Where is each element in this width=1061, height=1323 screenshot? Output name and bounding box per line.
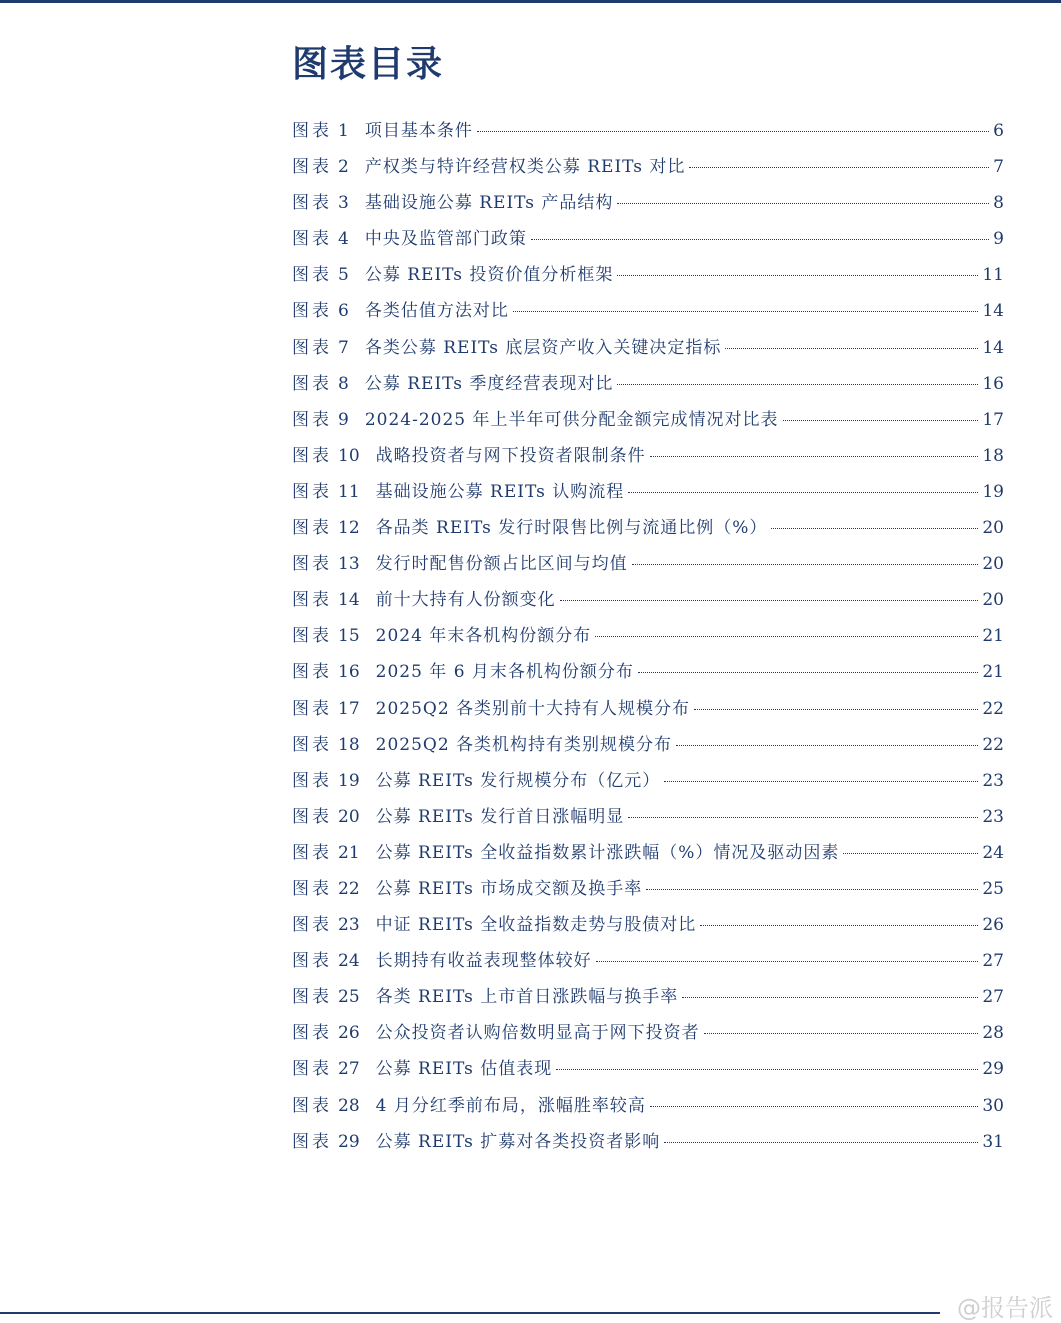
- toc-entry-label: 图表: [292, 1131, 332, 1152]
- toc-entry-label: 图表: [292, 734, 332, 755]
- toc-entry-title: 公募 REITs 发行首日涨幅明显: [375, 806, 625, 827]
- toc-entry-page: 25: [982, 878, 1004, 899]
- toc-entry-label: 图表: [292, 337, 332, 358]
- toc-leader-dots: [513, 311, 979, 312]
- toc-leader-dots: [689, 167, 989, 168]
- toc-entry-number: 16: [338, 662, 360, 683]
- toc-leader-dots: [682, 997, 978, 998]
- toc-entry-number: 6: [338, 301, 349, 322]
- toc-entry-number: 11: [338, 481, 360, 502]
- bottom-rule: [0, 1312, 940, 1314]
- toc-entry-title: 基础设施公募 REITs 认购流程: [375, 481, 625, 502]
- toc-entry-title: 各类公募 REITs 底层资产收入关键决定指标: [364, 337, 722, 358]
- toc-entry-title: 长期持有收益表现整体较好: [375, 951, 592, 972]
- toc-entry-label: 图表: [292, 590, 332, 611]
- toc-entry-title: 4 月分红季前布局，涨幅胜率较高: [375, 1095, 646, 1116]
- toc-entry-label: 图表: [292, 301, 332, 322]
- toc-entry[interactable]: [292, 224, 1004, 260]
- toc-entry-title: 2025Q2 各类机构持有类别规模分布: [375, 734, 673, 755]
- toc-entry[interactable]: [292, 585, 1004, 621]
- toc-leader-dots: [783, 420, 979, 421]
- toc-leader-dots: [694, 709, 978, 710]
- toc-entry-title: 战略投资者与网下投资者限制条件: [375, 445, 646, 466]
- toc-entry-title: 公募 REITs 扩募对各类投资者影响: [375, 1131, 661, 1152]
- toc-leader-dots: [628, 492, 978, 493]
- toc-entry[interactable]: [292, 1054, 1004, 1090]
- toc-leader-dots: [617, 275, 978, 276]
- toc-entry-page: 17: [982, 409, 1004, 430]
- toc-entry-number: 10: [338, 445, 360, 466]
- toc-entry-title: 公募 REITs 发行规模分布（亿元）: [375, 770, 661, 791]
- toc-entry[interactable]: [292, 730, 1004, 766]
- toc-entry[interactable]: [292, 982, 1004, 1018]
- toc-entry[interactable]: [292, 369, 1004, 405]
- toc-leader-dots: [676, 745, 978, 746]
- toc-entry-page: 9: [993, 229, 1004, 250]
- toc-entry-title: 各类 REITs 上市首日涨跌幅与换手率: [375, 987, 679, 1008]
- toc-leader-dots: [596, 961, 979, 962]
- toc-entry-page: 24: [982, 842, 1004, 863]
- toc-entry-page: 20: [982, 554, 1004, 575]
- toc-entry-page: 22: [982, 734, 1004, 755]
- toc-entry-number: 22: [338, 878, 360, 899]
- toc-entry-label: 图表: [292, 1059, 332, 1080]
- toc-entry-number: 18: [338, 734, 360, 755]
- toc-entry-title: 各类估值方法对比: [364, 301, 509, 322]
- toc-entry-number: 27: [338, 1059, 360, 1080]
- toc-entry-page: 29: [982, 1059, 1004, 1080]
- toc-entry[interactable]: [292, 874, 1004, 910]
- toc-entry-label: 图表: [292, 409, 332, 430]
- toc-leader-dots: [664, 1142, 978, 1143]
- toc-entry-page: 31: [982, 1131, 1004, 1152]
- toc-entry-page: 21: [982, 662, 1004, 683]
- toc-entry-page: 18: [982, 445, 1004, 466]
- toc-entry-number: 13: [338, 554, 360, 575]
- page-title: 图表目录: [292, 44, 445, 85]
- toc-leader-dots: [664, 781, 978, 782]
- toc-entry-label: 图表: [292, 157, 332, 178]
- toc-entry-label: 图表: [292, 193, 332, 214]
- toc-entry-label: 图表: [292, 878, 332, 899]
- toc-entry-label: 图表: [292, 662, 332, 683]
- toc-leader-dots: [638, 672, 978, 673]
- toc-leader-dots: [700, 925, 978, 926]
- toc-entry-number: 12: [338, 518, 360, 539]
- toc-leader-dots: [560, 600, 979, 601]
- toc-entry-page: 16: [982, 373, 1004, 394]
- toc-entry-number: 1: [338, 121, 349, 141]
- toc-entry-number: 7: [338, 337, 349, 358]
- toc-entry-number: 25: [338, 987, 360, 1008]
- toc-entry[interactable]: [292, 1127, 1004, 1163]
- toc-entry[interactable]: [292, 621, 1004, 657]
- watermark: @报告派: [957, 1294, 1053, 1322]
- toc-entry[interactable]: [292, 296, 1004, 332]
- toc-entry-title: 2024-2025 年上半年可供分配金额完成情况对比表: [364, 409, 779, 430]
- top-rule: [0, 0, 1061, 3]
- toc-entry-page: 27: [982, 951, 1004, 972]
- toc-entry-page: 14: [982, 337, 1004, 358]
- toc-entry-title: 中央及监管部门政策: [364, 229, 527, 250]
- toc-entry-title: 2025Q2 各类别前十大持有人规模分布: [375, 698, 691, 719]
- toc-leader-dots: [843, 853, 978, 854]
- toc-entry-number: 14: [338, 590, 360, 611]
- toc-entry-page: 28: [982, 1023, 1004, 1044]
- toc-entry-page: 21: [982, 626, 1004, 647]
- toc-leader-dots: [650, 456, 979, 457]
- toc-entry-number: 9: [338, 409, 349, 430]
- toc-entry-number: 8: [338, 373, 349, 394]
- toc-entry-label: 图表: [292, 229, 332, 250]
- toc-entry-title: 基础设施公募 REITs 产品结构: [364, 193, 614, 214]
- toc-leader-dots: [556, 1069, 978, 1070]
- toc-leader-dots: [477, 131, 989, 132]
- toc-entry-page: 8: [993, 193, 1004, 214]
- toc-leader-dots: [646, 889, 978, 890]
- toc-entry-title: 中证 REITs 全收益指数走势与股债对比: [375, 915, 697, 936]
- toc-entry-title: 公募 REITs 投资价值分析框架: [364, 265, 614, 286]
- toc-entry-title: 公募 REITs 市场成交额及换手率: [375, 878, 643, 899]
- toc-entry-number: 24: [338, 951, 360, 972]
- toc-entry[interactable]: [292, 766, 1004, 802]
- toc-leader-dots: [531, 239, 989, 240]
- toc-entry[interactable]: [292, 152, 1004, 188]
- toc-entry-page: 14: [982, 301, 1004, 322]
- toc-entry[interactable]: [292, 946, 1004, 982]
- toc-entry-number: 23: [338, 915, 360, 936]
- toc-entry-title: 项目基本条件: [364, 121, 473, 141]
- toc-entry-number: 29: [338, 1131, 360, 1152]
- toc-entry-label: 图表: [292, 518, 332, 539]
- toc-leader-dots: [632, 564, 979, 565]
- toc-entry-label: 图表: [292, 373, 332, 394]
- toc-entry[interactable]: [292, 477, 1004, 513]
- toc-entry-title: 公募 REITs 估值表现: [375, 1059, 553, 1080]
- toc-entry-number: 20: [338, 806, 360, 827]
- toc-entry-page: 11: [982, 265, 1004, 286]
- toc-entry-title: 公募 REITs 全收益指数累计涨跌幅（%）情况及驱动因素: [375, 842, 840, 863]
- toc-entry-label: 图表: [292, 445, 332, 466]
- toc-entry-page: 23: [982, 806, 1004, 827]
- toc-entry-number: 2: [338, 157, 349, 178]
- toc-list: [292, 116, 1004, 1163]
- toc-leader-dots: [704, 1033, 979, 1034]
- toc-entry-title: 2025 年 6 月末各机构份额分布: [375, 662, 634, 683]
- toc-leader-dots: [725, 348, 978, 349]
- toc-entry-number: 15: [338, 626, 360, 647]
- toc-entry-title: 前十大持有人份额变化: [375, 590, 556, 611]
- toc-entry-title: 2024 年末各机构份额分布: [375, 626, 592, 647]
- toc-entry-label: 图表: [292, 842, 332, 863]
- toc-entry-label: 图表: [292, 1023, 332, 1044]
- toc-entry-page: 27: [982, 987, 1004, 1008]
- toc-entry[interactable]: [292, 260, 1004, 296]
- toc-entry-label: 图表: [292, 698, 332, 719]
- toc-entry-label: 图表: [292, 481, 332, 502]
- toc-entry[interactable]: [292, 549, 1004, 585]
- toc-entry-title: 公募 REITs 季度经营表现对比: [364, 373, 614, 394]
- toc-entry[interactable]: [292, 116, 1004, 152]
- toc-entry-number: 28: [338, 1095, 360, 1116]
- toc-entry-label: 图表: [292, 770, 332, 791]
- toc-entry[interactable]: [292, 910, 1004, 946]
- toc-entry-page: 23: [982, 770, 1004, 791]
- toc-entry-page: 22: [982, 698, 1004, 719]
- toc-entry-label: 图表: [292, 951, 332, 972]
- toc-entry[interactable]: [292, 441, 1004, 477]
- toc-entry-label: 图表: [292, 1095, 332, 1116]
- toc-leader-dots: [595, 636, 978, 637]
- toc-entry-label: 图表: [292, 265, 332, 286]
- toc-entry-title: 各品类 REITs 发行时限售比例与流通比例（%）: [375, 518, 768, 539]
- toc-entry[interactable]: [292, 802, 1004, 838]
- toc-entry[interactable]: [292, 1018, 1004, 1054]
- toc-entry-number: 26: [338, 1023, 360, 1044]
- toc-entry-number: 19: [338, 770, 360, 791]
- toc-entry[interactable]: [292, 657, 1004, 693]
- toc-entry[interactable]: [292, 188, 1004, 224]
- toc-entry-number: 17: [338, 698, 360, 719]
- toc-leader-dots: [617, 203, 989, 204]
- toc-entry[interactable]: [292, 333, 1004, 369]
- toc-entry-page: 20: [982, 590, 1004, 611]
- toc-leader-dots: [650, 1106, 978, 1107]
- toc-entry-page: 19: [982, 481, 1004, 502]
- toc-entry[interactable]: [292, 405, 1004, 441]
- toc-entry-page: 30: [982, 1095, 1004, 1116]
- toc-entry-label: 图表: [292, 915, 332, 936]
- toc-entry-label: 图表: [292, 121, 332, 141]
- toc-entry-page: 20: [982, 518, 1004, 539]
- toc-entry-title: 发行时配售份额占比区间与均值: [375, 554, 628, 575]
- toc-entry-number: 5: [338, 265, 349, 286]
- toc-entry-number: 4: [338, 229, 349, 250]
- toc-entry[interactable]: [292, 694, 1004, 730]
- toc-leader-dots: [628, 817, 978, 818]
- toc-entry-title: 产权类与特许经营权类公募 REITs 对比: [364, 157, 686, 178]
- toc-entry[interactable]: [292, 513, 1004, 549]
- toc-entry-page: 7: [993, 157, 1004, 178]
- toc-entry-label: 图表: [292, 987, 332, 1008]
- toc-entry-label: 图表: [292, 806, 332, 827]
- toc-entry-label: 图表: [292, 626, 332, 647]
- toc-entry-page: 26: [982, 915, 1004, 936]
- toc-entry[interactable]: [292, 838, 1004, 874]
- toc-entry-number: 3: [338, 193, 349, 214]
- toc-entry[interactable]: [292, 1091, 1004, 1127]
- toc-leader-dots: [771, 528, 978, 529]
- toc-entry-number: 21: [338, 842, 360, 863]
- toc-entry-label: 图表: [292, 554, 332, 575]
- toc-entry-page: 6: [993, 121, 1004, 141]
- toc-entry-title: 公众投资者认购倍数明显高于网下投资者: [375, 1023, 700, 1044]
- toc-leader-dots: [617, 384, 978, 385]
